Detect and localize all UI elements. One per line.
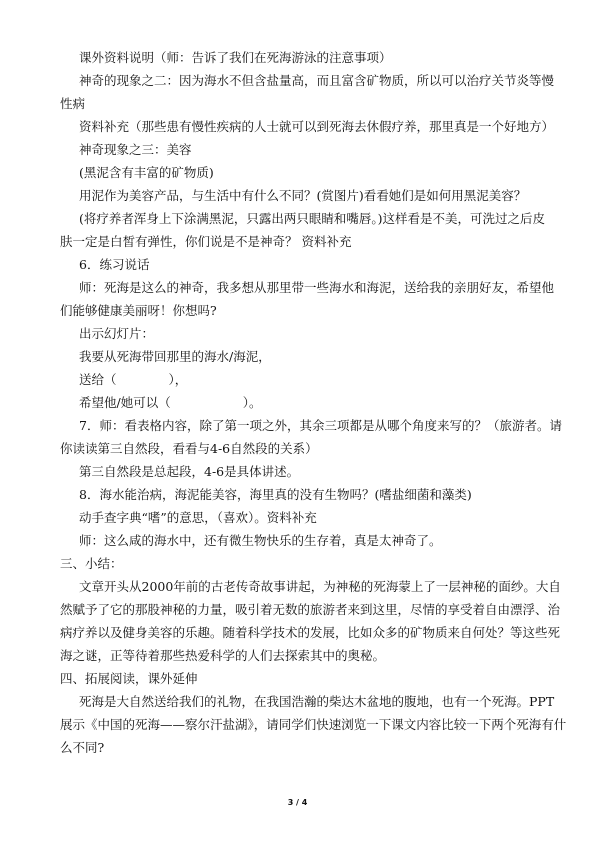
section-heading: 四、拓展阅读，课外延伸 — [60, 671, 198, 686]
text-line: 7．师：看表格内容，除了第一项之外，其余三项都是从哪个角度来写的？（旅游者。请 — [79, 418, 562, 433]
text-line: 用泥作为美容产品，与生活中有什么不同？(赏图片)看看她们是如何用黑泥美容？ — [79, 188, 527, 203]
text-line: 资料补充（那些患有慢性疾病的人士就可以到死海去休假疗养，那里真是一个好地方） — [79, 119, 555, 134]
fill-blank-suffix: ）。 — [242, 395, 262, 410]
text-line: 死海是大自然送给我们的礼物，在我国浩瀚的柴达木盆地的腹地，也有一个死海。PPT — [79, 694, 555, 709]
text-line: 海之谜，正等待着那些热爱科学的人们去探索其中的奥秘。 — [60, 648, 386, 663]
text-line: 么不同? — [60, 740, 105, 755]
text-line: 展示《中国的死海——察尔汗盐湖》，请同学们快速浏览一下课文内容比较一下两个死海有什 — [60, 717, 567, 732]
text-line: 第三自然段是总起段，4-6是具体讲述。 — [79, 464, 300, 479]
fill-blank-line — [79, 372, 557, 388]
text-line: 性病 — [60, 96, 86, 111]
text-line: 8．海水能治病，海泥能美容，海里真的没有生物吗？(嗜盐细菌和藻类) — [79, 487, 472, 502]
text-line: 神奇的现象之二：因为海水不但含盐量高，而且富含矿物质，所以可以治疗关节炎等慢 — [79, 73, 555, 88]
text-line: 神奇现象之三：美容 — [79, 142, 192, 157]
text-line: 师：这么咸的海水中，还有微生物快乐的生存着，真是太神奇了。 — [79, 533, 442, 548]
text-line: 们能够健康美丽呀！你想吗? — [60, 303, 217, 318]
fill-blank-line — [79, 395, 557, 411]
text-line: 课外资料说明（师：告诉了我们在死海游泳的注意事项） — [79, 50, 392, 65]
fill-blank-suffix: ）， — [168, 372, 188, 387]
text-line: 文章开头从2000年前的古老传奇故事讲起，为神秘的死海蒙上了一层神秘的面纱。大自 — [79, 579, 561, 594]
text-line: 师：死海是这么的神奇，我多想从那里带一些海水和海泥，送给我的亲朋好友，希望他 — [79, 280, 555, 295]
fill-blank-prefix: 送给（ — [79, 372, 117, 387]
text-line: 出示幻灯片： — [79, 326, 155, 341]
section-heading: 三、小结： — [60, 556, 123, 571]
text-line: 你读读第三自然段，看看与4-6自然段的关系） — [60, 441, 318, 456]
text-line: 我要从死海带回那里的海水/海泥， — [79, 349, 271, 364]
page-number: 3 / 4 — [287, 798, 308, 807]
text-line: 然赋予了它的那股神秘的力量，吸引着无数的旅游者来到这里，尽情的享受着自由漂浮、治 — [60, 602, 561, 617]
text-line: 肤一定是白皙有弹性，你们说是不是神奇？ 资料补充 — [60, 234, 352, 249]
fill-blank-prefix: 希望他/她可以（ — [79, 395, 171, 410]
text-line: (黑泥含有丰富的矿物质) — [79, 165, 214, 180]
text-line: 动手查字典“嗜”的意思，（喜欢）。资料补充 — [79, 510, 317, 525]
text-line: 病疗养以及健身美容的乐趣。随着科学技术的发展，比如众多的矿物质来自何处？等这些死 — [60, 625, 561, 640]
text-line: (将疗养者浑身上下涂满黑泥，只露出两只眼睛和嘴唇。)这样看是不美，可洗过之后皮 — [79, 211, 546, 226]
section-heading: 6．练习说话 — [79, 257, 150, 272]
